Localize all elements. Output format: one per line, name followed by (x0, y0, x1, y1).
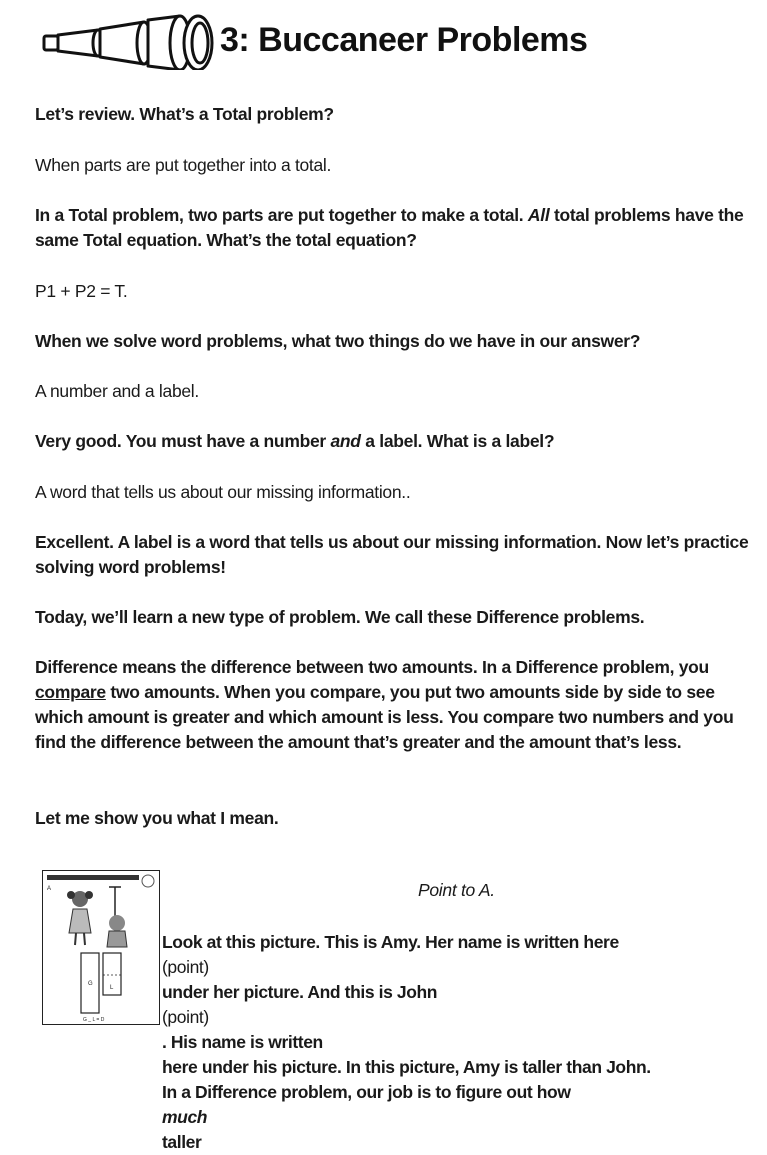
student-answer-label-definition: A word that tells us about our missing information.. (35, 482, 411, 502)
thumb-label-l: L (110, 985, 114, 991)
teacher-script-picture (162, 930, 762, 1155)
text-run: Very good. You must have a number (35, 431, 331, 451)
text-run: Difference means the difference between two amounts. In a Difference problem, you (35, 657, 709, 677)
teacher-show-prompt: Let me show you what I mean. (35, 808, 279, 828)
text-run: taller (162, 1132, 202, 1152)
worksheet-illustration (43, 871, 158, 1023)
teacher-prompt-review: Let’s review. What’s a Total problem? (35, 104, 334, 124)
thumb-label-a: A (47, 886, 52, 892)
text-run: In a Difference problem, our job is to figure out how (162, 1082, 571, 1102)
stage-note-point: (point) (162, 1007, 209, 1027)
text-run: . His name is written (162, 1032, 323, 1052)
text-run: two amounts. When you compare, you put two amounts side by side to see which amount is greater and which amount is less. You compare two numbers and you find the difference between the amount that’s greater and the amount that’s less. (35, 682, 734, 752)
stage-note-point: (point) (162, 957, 209, 977)
text-run: a label. What is a label? (360, 431, 555, 451)
text-run: Look at this picture. This is Amy. Her name is written here (162, 932, 619, 952)
thumb-label-g: G (88, 981, 93, 987)
student-answer-equation: P1 + P2 = T. (35, 281, 128, 301)
amy-figure (67, 891, 93, 945)
script-line-3: here under his picture. In this picture, Amy is taller than John. (162, 1057, 651, 1077)
worksheet-thumbnail (42, 870, 160, 1025)
teacher-prompt-total-equation (35, 203, 765, 253)
lesson-header (40, 10, 587, 70)
stage-direction: Point to A. (418, 880, 495, 900)
teacher-intro-difference: Today, we’ll learn a new type of problem. We call these Difference problems. (35, 607, 645, 627)
underlined-compare: compare (35, 682, 106, 702)
text-run: total problems have the same Total equation. What’s the total equation? (35, 205, 744, 250)
script-line-1 (162, 930, 762, 980)
emphasis-all: All (527, 205, 550, 225)
text-run: In a Total problem, two parts are put together to make a total. (35, 205, 528, 225)
teacher-prompt-answer-parts: When we solve word problems, what two things do we have in our answer? (35, 331, 641, 351)
thumb-equation: G _ L = D (83, 1017, 105, 1023)
emphasis-much: much (162, 1107, 208, 1127)
emphasis-and: and (330, 431, 361, 451)
text-run: under her picture. And this is John (162, 982, 438, 1002)
difference-definition (35, 655, 765, 755)
script-line-4 (162, 1080, 762, 1155)
teacher-prompt-label (35, 429, 765, 454)
student-answer-total: When parts are put together into a total. (35, 155, 332, 175)
script-line-2 (162, 980, 762, 1055)
john-figure (107, 915, 127, 947)
spyglass-icon (40, 10, 222, 70)
page-title: 3: Buccaneer Problems (220, 20, 588, 59)
teacher-feedback-excellent: Excellent. A label is a word that tells us about our missing information. Now let’s practice solving word problems! (35, 532, 749, 577)
student-answer-number-label: A number and a label. (35, 381, 199, 401)
